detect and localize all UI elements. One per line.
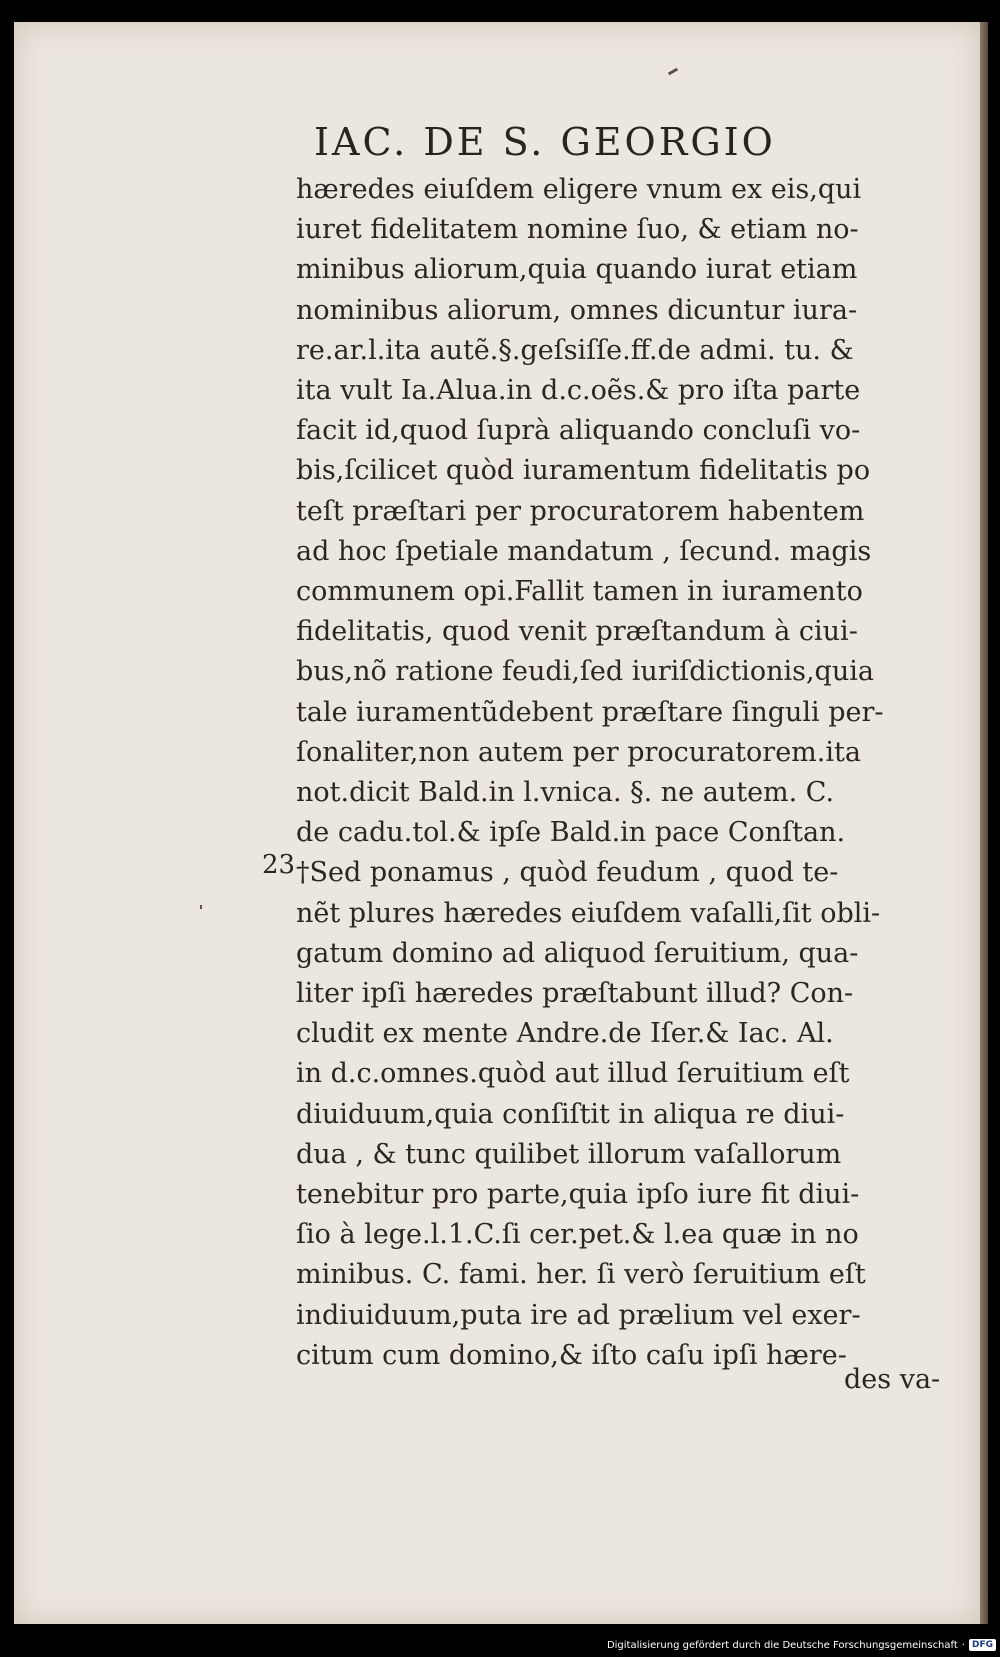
page-edge [980,22,988,1624]
text-line: in d.c.omnes.quòd aut illud ſeruitium eſt [296,1058,850,1090]
text-line: not.dicit Bald.in l.vnica. §. ne autem. C. [296,777,835,809]
text-line: re.ar.l.ita autẽ.§.geſsiſſe.ff.de admi. tu. & [296,334,854,366]
text-line: bis,ſcilicet quòd iuramentum fidelitatis po [296,455,871,487]
text-line: ſio à lege.l.1.C.ſi cer.pet.& l.ea quæ in no [296,1219,859,1251]
ink-mark [200,905,202,909]
text-line: cludit ex mente Andre.de Iſer.& Iac. Al. [296,1018,834,1050]
text-line: nominibus aliorum, omnes dicuntur iura- [296,294,858,326]
text-line: teſt præſtari per procuratorem habentem [296,495,865,527]
text-line: bus,nõ ratione feudi,ſed iuriſdictionis,quia [296,656,874,688]
text-line: minibus. C. fami. her. ſi verò ſeruitium eſt [296,1259,866,1291]
text-line: minibus aliorum,quia quando iurat etiam [296,254,858,286]
text-line: fidelitatis, quod venit præſtandum à ciui- [296,616,858,648]
text-line: communem opi.Fallit tamen in iuramento [296,576,863,608]
footer-credit [607,1635,996,1655]
running-header: IAC. DE S. GEORGIO [314,120,776,164]
text-line: iuret fidelitatem nomine ſuo, & etiam no- [296,214,859,246]
catchword: des va- [844,1364,941,1395]
text-line: facit id,quod ſuprà aliquando concluſi vo- [296,415,861,447]
footer-separator: · [961,1639,965,1651]
text-line: tale iuramentũdebent præſtare ſinguli per- [296,696,884,728]
text-line: †Sed ponamus , quòd feudum , quod te- [296,857,839,889]
text-line: ad hoc ſpetiale mandatum , ſecund. magis [296,535,872,567]
marginal-number: 23 [262,850,296,880]
text-body [296,170,936,1376]
text-line: dua , & tunc quilibet illorum vaſallorum [296,1138,842,1170]
text-line: gatum domino ad aliquod ſeruitium, qua- [296,937,859,969]
text-line: citum cum domino,& iſto caſu ipſi hære- [296,1339,847,1371]
text-line: indiuiduum,puta ire ad prælium vel exer- [296,1299,861,1331]
text-line: ſonaliter,non autem per procuratorem.ita [296,736,861,768]
text-line: hæredes eiuſdem eligere vnum ex eis,qui [296,174,862,205]
footer-text: Digitalisierung gefördert durch die Deutsche Forschungsgemeinschaft [606,1639,958,1651]
text-line: ita vult Ia.Alua.in d.c.oẽs.& pro iſta parte [296,375,861,407]
text-line: tenebitur pro parte,quia ipſo iure fit diui- [296,1179,860,1211]
text-line: diuiduum,quia conſiſtit in aliqua re diui- [296,1098,845,1130]
text-line: de cadu.tol.& ipſe Bald.in pace Conſtan. [296,817,846,849]
dfg-logo-icon: DFG [969,1639,996,1651]
text-line: liter ipſi hæredes præſtabunt illud? Con- [296,978,854,1010]
text-line: nẽt plures hæredes eiuſdem vaſalli,ſit obli- [296,897,881,929]
